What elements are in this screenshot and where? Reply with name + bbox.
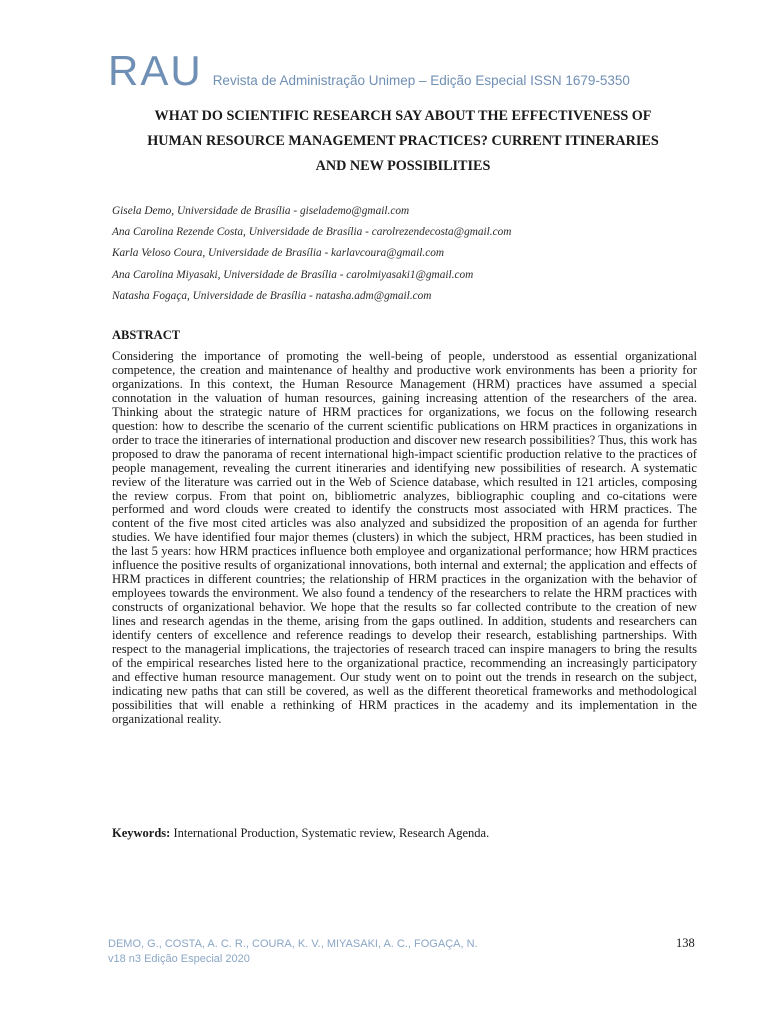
journal-header <box>108 47 630 94</box>
keywords <box>112 826 702 841</box>
abstract-heading: ABSTRACT <box>112 328 181 342</box>
abstract-body: Considering the importance of promoting the well-being of people, understood as essential organizational competence, the creation and maintenance of healthy and productive work environments has been a priority for organizations. In this context, the Human Resource Management (HRM) practices have assumed a special connotation in the valuation of human resources, gaining increasing attention of the researchers of the area. Thinking about the strategic nature of HRM practices for organizations, we focus on the following research question: how to describe the scenario of the current scientific publications on HRM practices in organizations in order to trace the itineraries of international production and discover new research possibilities? Thus, this work has proposed to draw the panorama of recent international high-impact scientific production relative to the practices of people management, revealing the current itineraries and identifying new possibilities of research. A systematic review of the literature was carried out in the Web of Science database, which resulted in 121 articles, composing the review corpus. From that point on, bibliometric analyzes, bibliographic coupling and co-citations were performed and word clouds were created to identify the constructs most associated with HRM practices. The content of the five most cited articles was also analyzed and subsidized the proposition of an agenda for further studies. We have identified four major themes (clusters) in which the subject, HRM practices, has been studied in the last 5 years: how HRM practices influence both employee and organizational performance; how HRM practices influence the positive results of organizational innovations, both internal and external; the application and effects of HRM practices in different countries; the relationship of HRM practices in the organization with the behavior of employees towards the environment. We also found a tendency of the researchers to relate the HRM practices with constructs of organizational behavior. We hope that the results so far collected contribute to the creation of new lines and research agendas in the theme, arising from the gaps outlined. In addition, students and researchers can identify centers of excellence and reference readings to develop their research, establishing partnerships. With respect to the managerial implications, the trajectories of research traced can inspire managers to bring the results of the empirical researches listed here to the organizational practice, recommending an increasingly participatory and effective human resource management. Our study went on to point out the trends in research on the subject, indicating new paths that can still be covered, as well as the different theoretical frameworks and methodological possibilities that will enable a rethinking of HRM practices in the academy and its implementation in the organizational reality. <box>112 349 697 726</box>
title-line: HUMAN RESOURCE MANAGEMENT PRACTICES? CURRENT ITINERARIES <box>147 133 659 149</box>
author-entry: Ana Carolina Miyasaki, Universidade de Brasília - carolmiyasaki1@gmail.com <box>112 268 474 281</box>
journal-name: Revista de Administração Unimep – Edição Especial ISSN 1679-5350 <box>212 73 630 88</box>
citation-issue: v18 n3 Edição Especial 2020 <box>108 952 250 965</box>
author-entry: Ana Carolina Rezende Costa, Universidade de Brasília - carolrezendecosta@gmail.com <box>112 226 512 239</box>
author-entry: Gisela Demo, Universidade de Brasília - giselademo@gmail.com <box>112 205 410 217</box>
page-number: 138 <box>676 936 695 950</box>
paper-title <box>100 104 706 179</box>
title-line: WHAT DO SCIENTIFIC RESEARCH SAY ABOUT THE EFFECTIVENESS OF <box>154 108 652 124</box>
footer-citation <box>108 937 478 966</box>
author-list <box>112 201 511 307</box>
journal-logo: RAU <box>108 47 203 94</box>
citation-authors: DEMO, G., COSTA, A. C. R., COURA, K. V., MIYASAKI, A. C., FOGAÇA, N. <box>108 938 478 950</box>
author-entry: Natasha Fogaça, Universidade de Brasília - natasha.adm@gmail.com <box>112 289 432 302</box>
title-line: AND NEW POSSIBILITIES <box>315 158 491 174</box>
keywords-text: International Production, Systematic review, Research Agenda. <box>170 826 490 840</box>
keywords-label: Keywords: <box>112 826 171 840</box>
author-entry: Karla Veloso Coura, Universidade de Brasília - karlavcoura@gmail.com <box>112 247 445 260</box>
